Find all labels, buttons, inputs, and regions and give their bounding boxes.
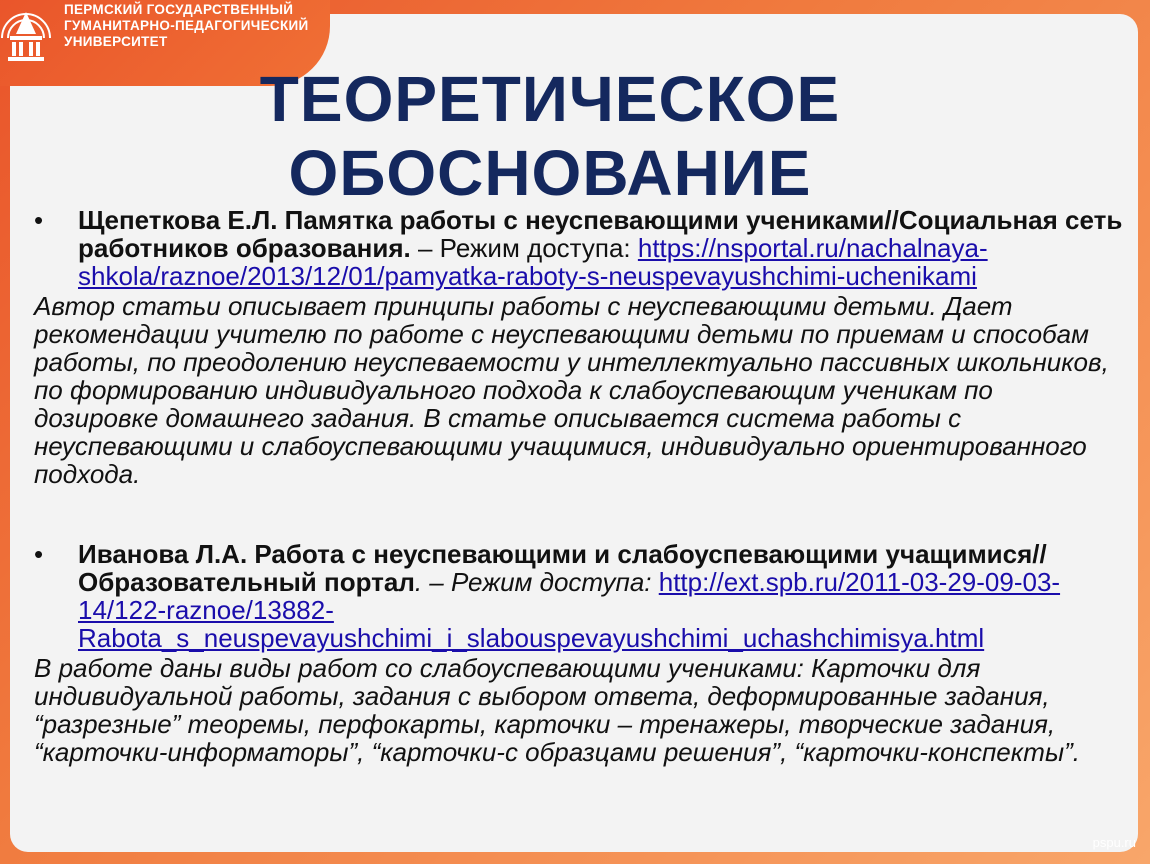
reference-description: Автор статьи описывает принципы работы с неуспевающими детьми. Дает рекомендации учителю по работе с неуспевающими детьми по приемам и способам работы, по преодолению неуспеваемости у интеллектуально пассивных школьников, по формированию индивидуального подхода к слабоуспевающим ученикам по дозировке домашнего задания. В статье описывается система работы с неуспевающими и слабоуспевающими учащимися, индивидуально ориентированного подхода. <box>34 291 1109 489</box>
bullet-marker: • <box>34 539 44 569</box>
footer-site: pspu.ru <box>1092 835 1136 850</box>
reference-title: Щепеткова Е.Л. Памятка работы с неуспевающими учениками//Социальная сеть работников образования. <box>78 205 1123 263</box>
university-name-line: УНИВЕРСИТЕТ <box>64 34 168 49</box>
bullet-marker: • <box>34 205 44 235</box>
references-list <box>34 206 1124 766</box>
reference-link[interactable]: http://ext.spb.ru/2011-03-29-09-03-14/122-raznoe/13882-Rabota_s_neuspevayushchimi_i_slabouspevayushchimi_uchashchimisya.html <box>78 567 1061 653</box>
reference-description: В работе даны виды работ со слабоуспевающими учениками: Карточки для индивидуальной работы, задания с выбором ответа, деформированные задания, “разрезные” теоремы, перфокарты, карточки – тренажеры, творческие задания, “карточки-информаторы”, “карточки-с образцами решения”, “карточки-конспекты”. <box>34 653 1080 767</box>
reference-item <box>34 540 1124 652</box>
slide-title-line1: ТЕОРЕТИЧЕСКОЕ <box>259 63 841 135</box>
university-building-icon <box>0 4 54 64</box>
university-name <box>64 2 309 50</box>
university-name-line: ГУМАНИТАРНО-ПЕДАГОГИЧЕСКИЙ <box>64 18 309 33</box>
reference-link[interactable]: https://nsportal.ru/nachalnaya-shkola/raznoe/2013/12/01/pamyatka-raboty-s-neuspevayushchimi-uchenikami <box>78 233 988 291</box>
reference-item <box>34 206 1124 290</box>
slide-title-line2: ОБОСНОВАНИЕ <box>288 137 812 209</box>
reference-title: Иванова Л.А. Работа с неуспевающими и слабоуспевающими учащимися//Образовательный портал <box>78 539 1047 597</box>
university-name-line: ПЕРМСКИЙ ГОСУДАРСТВЕННЫЙ <box>64 2 294 17</box>
access-label: – Режим доступа: <box>410 233 638 263</box>
slide-title <box>220 62 880 210</box>
access-label: . – Режим доступа: <box>414 567 659 597</box>
